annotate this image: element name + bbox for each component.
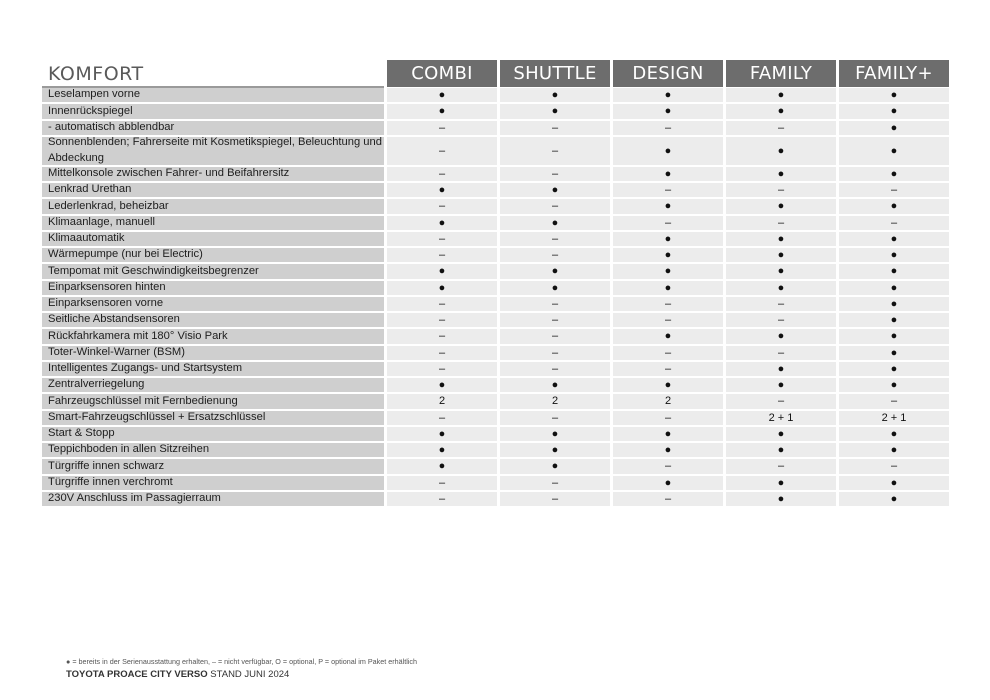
row-label — [42, 329, 384, 343]
row-value-combi: ● — [387, 88, 497, 102]
row-value-design: – — [613, 411, 723, 425]
section-title: KOMFORT — [48, 63, 144, 85]
row-label — [42, 427, 384, 441]
row-value-combi: – — [387, 232, 497, 246]
row-value-design: – — [613, 459, 723, 473]
row-value-family: ● — [726, 167, 836, 181]
footer — [66, 669, 289, 680]
row-label — [42, 137, 384, 165]
row-value-design: ● — [613, 427, 723, 441]
row-value-shuttle: ● — [500, 104, 610, 118]
row-value-family-plus: ● — [839, 199, 949, 213]
row-label — [42, 362, 384, 376]
row-value-shuttle: – — [500, 121, 610, 135]
table-row — [0, 167, 990, 181]
row-label-text: Lederlenkrad, beheizbar — [48, 199, 169, 212]
row-value-shuttle: ● — [500, 443, 610, 457]
row-value-shuttle: – — [500, 329, 610, 343]
row-value-design: ● — [613, 443, 723, 457]
row-value-shuttle: ● — [500, 264, 610, 278]
row-value-design: – — [613, 183, 723, 197]
row-value-combi: – — [387, 121, 497, 135]
row-value-shuttle: – — [500, 313, 610, 327]
row-value-family: ● — [726, 88, 836, 102]
row-label-text: Rückfahrkamera mit 180° Visio Park — [48, 329, 228, 342]
row-value-combi: ● — [387, 427, 497, 441]
row-label — [42, 443, 384, 457]
row-value-family: – — [726, 394, 836, 408]
row-value-shuttle: ● — [500, 281, 610, 295]
row-value-family: – — [726, 216, 836, 230]
row-value-family-plus: ● — [839, 248, 949, 262]
table-row — [0, 104, 990, 118]
row-value-family-plus: ● — [839, 378, 949, 392]
row-value-design: ● — [613, 137, 723, 165]
row-value-combi: ● — [387, 104, 497, 118]
row-label-text: Seitliche Abstandsensoren — [48, 313, 180, 326]
table-row — [0, 121, 990, 135]
row-label-text: Fahrzeugschlüssel mit Fernbedienung — [48, 394, 238, 407]
row-value-design: ● — [613, 232, 723, 246]
row-value-family: ● — [726, 378, 836, 392]
row-label-text: Türgriffe innen verchromt — [48, 475, 173, 488]
row-value-combi: – — [387, 362, 497, 376]
row-label — [42, 167, 384, 181]
row-label — [42, 232, 384, 246]
row-value-family-plus: ● — [839, 88, 949, 102]
row-value-family: ● — [726, 137, 836, 165]
row-value-family-plus: – — [839, 183, 949, 197]
row-value-family: ● — [726, 232, 836, 246]
table-row — [0, 264, 990, 278]
row-label-text: Start & Stopp — [48, 427, 115, 440]
row-label — [42, 459, 384, 473]
row-label-text: Wärmepumpe (nur bei Electric) — [48, 248, 203, 261]
table-row — [0, 329, 990, 343]
row-value-shuttle: – — [500, 232, 610, 246]
row-label-text: 230V Anschluss im Passagierraum — [48, 492, 221, 505]
row-value-family-plus: ● — [839, 281, 949, 295]
row-value-design: 2 — [613, 394, 723, 408]
row-value-family: ● — [726, 104, 836, 118]
row-value-family: – — [726, 183, 836, 197]
table-row — [0, 248, 990, 262]
row-value-family-plus: ● — [839, 232, 949, 246]
row-value-family: ● — [726, 329, 836, 343]
row-label — [42, 411, 384, 425]
row-value-shuttle: ● — [500, 183, 610, 197]
row-value-shuttle: – — [500, 476, 610, 490]
table-row — [0, 199, 990, 213]
row-value-family-plus: ● — [839, 104, 949, 118]
row-value-combi: – — [387, 137, 497, 165]
row-label-text: Sonnenblenden; Fahrerseite mit Kosmetikspiegel, Beleuchtung und Abdeckung — [48, 136, 382, 164]
table-row — [0, 313, 990, 327]
row-label — [42, 248, 384, 262]
row-value-family-plus: ● — [839, 264, 949, 278]
row-value-design: ● — [613, 329, 723, 343]
row-value-family-plus: ● — [839, 313, 949, 327]
column-header-shuttle: SHUTTLE — [500, 60, 610, 87]
row-value-shuttle: – — [500, 199, 610, 213]
row-value-combi: – — [387, 411, 497, 425]
row-value-combi: – — [387, 297, 497, 311]
row-label — [42, 394, 384, 408]
row-label-text: - automatisch abblendbar — [48, 120, 175, 133]
row-label — [42, 346, 384, 360]
row-label — [42, 183, 384, 197]
row-label-text: Lenkrad Urethan — [48, 183, 132, 196]
row-value-family-plus: ● — [839, 476, 949, 490]
row-value-family: ● — [726, 476, 836, 490]
row-label — [42, 297, 384, 311]
table-row — [0, 394, 990, 408]
row-value-combi: – — [387, 476, 497, 490]
table-row — [0, 492, 990, 506]
row-value-family: ● — [726, 427, 836, 441]
table-row — [0, 137, 990, 165]
table-row — [0, 297, 990, 311]
row-value-family-plus: ● — [839, 329, 949, 343]
row-label-text: Klimaanlage, manuell — [48, 215, 155, 228]
row-value-family-plus: 2 + 1 — [839, 411, 949, 425]
row-value-family-plus: ● — [839, 121, 949, 135]
column-header-design: DESIGN — [613, 60, 723, 87]
row-value-combi: ● — [387, 183, 497, 197]
row-value-shuttle: ● — [500, 216, 610, 230]
table-row — [0, 378, 990, 392]
row-label-text: Einparksensoren hinten — [48, 280, 166, 293]
row-value-combi: – — [387, 346, 497, 360]
row-label — [42, 264, 384, 278]
row-value-shuttle: – — [500, 362, 610, 376]
row-label — [42, 104, 384, 118]
row-label-text: Klimaautomatik — [48, 232, 125, 245]
row-value-family-plus: ● — [839, 137, 949, 165]
row-value-shuttle: – — [500, 297, 610, 311]
row-label — [42, 88, 384, 102]
row-value-family-plus: – — [839, 394, 949, 408]
row-value-design: – — [613, 313, 723, 327]
table-row — [0, 216, 990, 230]
row-value-family-plus: ● — [839, 167, 949, 181]
row-label-text: Toter-Winkel-Warner (BSM) — [48, 345, 185, 358]
row-value-combi: ● — [387, 459, 497, 473]
row-value-design: ● — [613, 378, 723, 392]
row-value-design: ● — [613, 281, 723, 295]
row-label-text: Mittelkonsole zwischen Fahrer- und Beifahrersitz — [48, 167, 290, 180]
row-value-family: – — [726, 313, 836, 327]
row-value-family: ● — [726, 362, 836, 376]
row-label — [42, 281, 384, 295]
row-value-family-plus: ● — [839, 427, 949, 441]
row-value-shuttle: – — [500, 167, 610, 181]
row-value-design: ● — [613, 199, 723, 213]
row-value-shuttle: ● — [500, 427, 610, 441]
row-value-shuttle: – — [500, 492, 610, 506]
row-label — [42, 476, 384, 490]
row-value-combi: – — [387, 199, 497, 213]
row-value-design: ● — [613, 248, 723, 262]
row-value-combi: 2 — [387, 394, 497, 408]
row-value-combi: – — [387, 167, 497, 181]
row-value-design: ● — [613, 167, 723, 181]
row-label — [42, 216, 384, 230]
table-row — [0, 427, 990, 441]
row-value-shuttle: ● — [500, 459, 610, 473]
row-value-combi: ● — [387, 378, 497, 392]
table-row — [0, 362, 990, 376]
row-label-text: Zentralverriegelung — [48, 378, 145, 391]
row-label — [42, 313, 384, 327]
row-label — [42, 378, 384, 392]
row-value-family: ● — [726, 443, 836, 457]
row-value-family: ● — [726, 492, 836, 506]
row-value-shuttle: – — [500, 411, 610, 425]
column-header-family-plus: FAMILY+ — [839, 60, 949, 87]
footer-brand: TOYOTA PROACE CITY VERSO — [66, 669, 208, 680]
row-value-shuttle: ● — [500, 88, 610, 102]
row-value-combi: – — [387, 329, 497, 343]
table-row — [0, 183, 990, 197]
table-row — [0, 232, 990, 246]
row-value-family: – — [726, 346, 836, 360]
row-value-design: – — [613, 297, 723, 311]
row-value-family: – — [726, 121, 836, 135]
legend-footnote: ● = bereits in der Serienausstattung erhalten, – = nicht verfügbar, O = optional, P = optional im Paket erhältlich — [66, 657, 418, 666]
row-value-family: ● — [726, 248, 836, 262]
row-value-family-plus: – — [839, 459, 949, 473]
row-value-design: – — [613, 492, 723, 506]
row-value-combi: ● — [387, 443, 497, 457]
row-value-combi: ● — [387, 216, 497, 230]
row-value-combi: ● — [387, 281, 497, 295]
row-value-shuttle: – — [500, 346, 610, 360]
row-label — [42, 199, 384, 213]
row-label-text: Smart-Fahrzeugschlüssel + Ersatzschlüssel — [48, 410, 266, 423]
row-value-design: ● — [613, 264, 723, 278]
row-label-text: Intelligentes Zugangs- und Startsystem — [48, 362, 243, 375]
row-value-shuttle: – — [500, 248, 610, 262]
row-value-family: ● — [726, 264, 836, 278]
row-value-combi: ● — [387, 264, 497, 278]
row-label-text: Tempomat mit Geschwindigkeitsbegrenzer — [48, 264, 259, 277]
row-value-family-plus: ● — [839, 362, 949, 376]
table-row — [0, 346, 990, 360]
row-value-design: ● — [613, 476, 723, 490]
row-value-shuttle: – — [500, 137, 610, 165]
row-value-design: ● — [613, 88, 723, 102]
column-header-combi: COMBI — [387, 60, 497, 87]
row-value-family-plus: ● — [839, 443, 949, 457]
table-row — [0, 411, 990, 425]
row-value-combi: – — [387, 313, 497, 327]
row-label-text: Türgriffe innen schwarz — [48, 459, 165, 472]
row-value-family: ● — [726, 199, 836, 213]
row-value-shuttle: 2 — [500, 394, 610, 408]
row-label — [42, 492, 384, 506]
row-value-family: – — [726, 459, 836, 473]
row-value-family-plus: ● — [839, 346, 949, 360]
row-value-design: ● — [613, 104, 723, 118]
row-label-text: Innenrückspiegel — [48, 104, 133, 117]
table-row — [0, 443, 990, 457]
row-value-family-plus: ● — [839, 492, 949, 506]
table-row — [0, 476, 990, 490]
row-value-design: – — [613, 362, 723, 376]
row-label-text: Leselampen vorne — [48, 88, 141, 101]
row-value-family: – — [726, 297, 836, 311]
row-value-family-plus: – — [839, 216, 949, 230]
row-value-shuttle: ● — [500, 378, 610, 392]
row-value-family: 2 + 1 — [726, 411, 836, 425]
row-value-combi: – — [387, 492, 497, 506]
row-value-design: – — [613, 346, 723, 360]
row-value-family-plus: ● — [839, 297, 949, 311]
row-value-family: ● — [726, 281, 836, 295]
row-value-design: – — [613, 216, 723, 230]
table-row — [0, 459, 990, 473]
row-value-design: – — [613, 121, 723, 135]
table-row — [0, 281, 990, 295]
column-header-family: FAMILY — [726, 60, 836, 87]
row-value-combi: – — [387, 248, 497, 262]
table-row — [0, 88, 990, 102]
row-label — [42, 121, 384, 135]
row-label-text: Teppichboden in allen Sitzreihen — [48, 443, 210, 456]
row-label-text: Einparksensoren vorne — [48, 297, 164, 310]
footer-date: STAND JUNI 2024 — [210, 669, 290, 680]
